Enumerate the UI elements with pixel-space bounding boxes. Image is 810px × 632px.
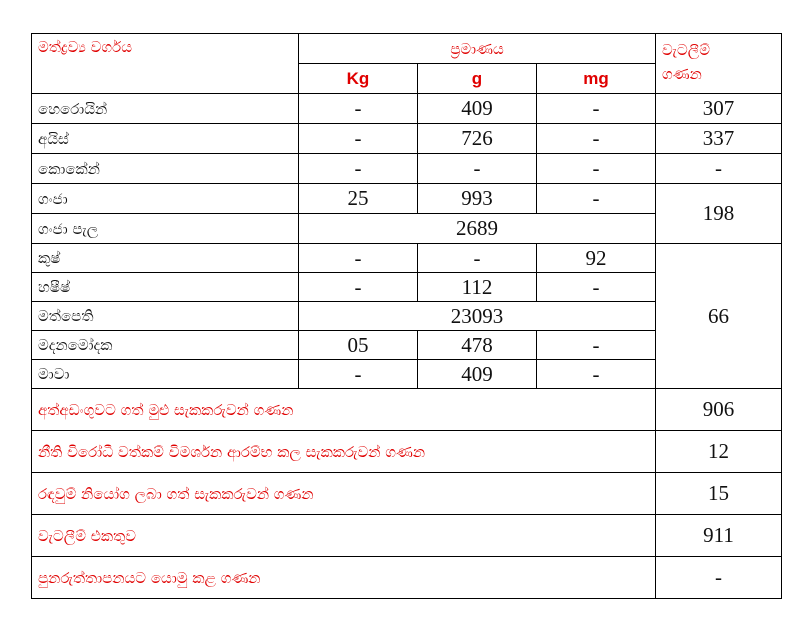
g-value: 478 [418, 331, 537, 360]
summary-label: වැටලීම් එකතුව [32, 515, 656, 557]
mg-value: - [537, 273, 656, 302]
summary-value: 15 [656, 473, 782, 515]
summary-value: 906 [656, 389, 782, 431]
summary-label: පුනරුත්තාපනයට යොමු කළ ගණන [32, 557, 656, 599]
kg-value: - [299, 273, 418, 302]
unit-g: g [418, 64, 537, 94]
summary-label: රඳවුම් නියෝග ලබා ගත් සැකකරුවන් ගණන [32, 473, 656, 515]
summary-row [32, 557, 782, 599]
g-value: 993 [418, 184, 537, 214]
mg-value: - [537, 184, 656, 214]
arrest-count-ganja: 198 [656, 184, 782, 244]
merged-quantity-value: 2689 [299, 214, 656, 244]
summary-row [32, 431, 782, 473]
table-row [32, 154, 782, 184]
summary-value: 911 [656, 515, 782, 557]
kg-value: - [299, 154, 418, 184]
summary-label: අත්අඩංගුවට ගත් මුළු සැකකරුවන් ගණන [32, 389, 656, 431]
kg-value: 25 [299, 184, 418, 214]
drug-name: අයිස් [32, 124, 299, 154]
kg-value: - [299, 360, 418, 389]
g-value: 409 [418, 360, 537, 389]
arrest-count-header-line1: වැටලීම් [662, 41, 710, 59]
g-value: - [418, 244, 537, 273]
kg-value: - [299, 124, 418, 154]
mg-value: 92 [537, 244, 656, 273]
kg-value: 05 [299, 331, 418, 360]
drug-name: හෂීෂ් [32, 273, 299, 302]
arrest-count: - [656, 154, 782, 184]
drug-seizure-table [31, 33, 782, 599]
kg-value: - [299, 94, 418, 124]
merged-quantity-value: 23093 [299, 302, 656, 331]
arrest-count-header-line2: ගණන [662, 65, 702, 83]
quantity-header: ප්‍රමාණය [299, 34, 656, 64]
summary-value: 12 [656, 431, 782, 473]
drug-type-header: මත්ද්‍රව්‍ය වර්ගය [32, 34, 299, 94]
g-value: 112 [418, 273, 537, 302]
mg-value: - [537, 360, 656, 389]
drug-name: මදනමෝදක [32, 331, 299, 360]
arrest-count: 307 [656, 94, 782, 124]
arrest-count: 337 [656, 124, 782, 154]
mg-value: - [537, 124, 656, 154]
summary-row [32, 515, 782, 557]
table-row [32, 94, 782, 124]
arrest-count-group: 66 [656, 244, 782, 389]
mg-value: - [537, 331, 656, 360]
drug-name: කුෂ් [32, 244, 299, 273]
g-value: 409 [418, 94, 537, 124]
kg-value: - [299, 244, 418, 273]
mg-value: - [537, 94, 656, 124]
table-row [32, 124, 782, 154]
unit-mg: mg [537, 64, 656, 94]
g-value: 726 [418, 124, 537, 154]
drug-name: හෙරොයින් [32, 94, 299, 124]
summary-value: - [656, 557, 782, 599]
summary-row [32, 389, 782, 431]
unit-kg: Kg [299, 64, 418, 94]
summary-label: නීති විරෝධී වත්කම් විමර්ශන ආරම්භ කල සැකකරුවන් ගණන [32, 431, 656, 473]
table-row [32, 244, 782, 273]
drug-name: මාවා [32, 360, 299, 389]
drug-name: ගංජා [32, 184, 299, 214]
g-value: - [418, 154, 537, 184]
mg-value: - [537, 154, 656, 184]
summary-row [32, 473, 782, 515]
table-row [32, 184, 782, 214]
drug-name: මත්පෙති [32, 302, 299, 331]
drug-name: ගංජා පැල [32, 214, 299, 244]
arrest-count-header [656, 34, 782, 94]
drug-name: කොකේන් [32, 154, 299, 184]
